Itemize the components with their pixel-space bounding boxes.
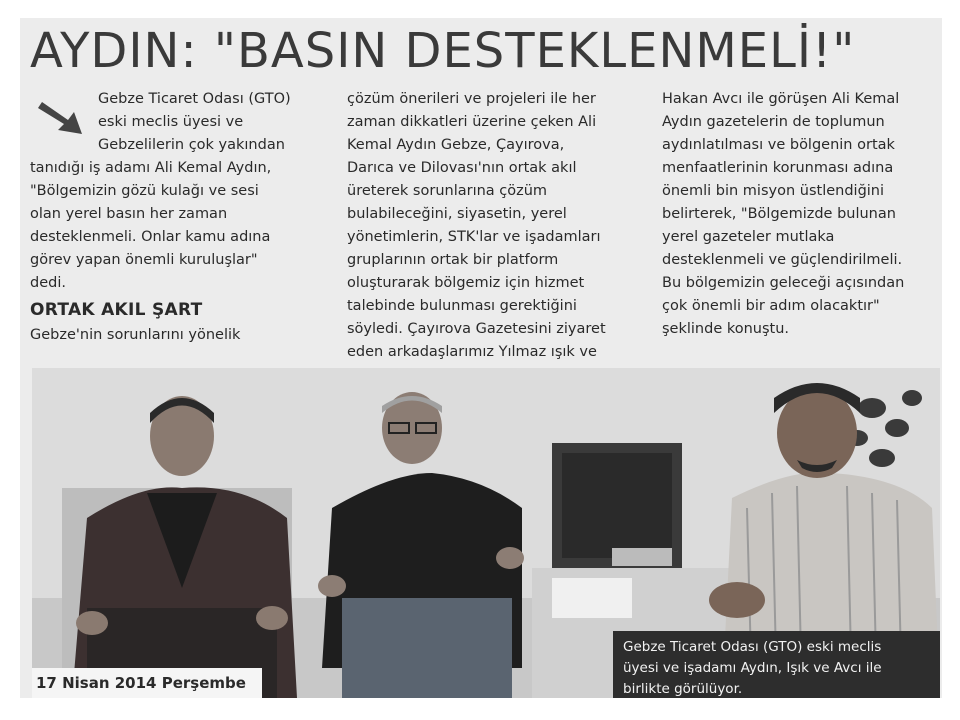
- text-line: bulabileceğini, siyasetin, yerel: [347, 206, 567, 222]
- text-line: oluşturarak bölgemiz için hizmet: [347, 275, 585, 291]
- text-line: şeklinde konuştu.: [662, 321, 790, 337]
- headline: AYDIN: "BASIN DESTEKLENMELİ!": [30, 23, 856, 79]
- text-line: çözüm önerileri ve projeleri ile her: [347, 91, 596, 107]
- text-line: Gebze'nin sorunlarını yönelik: [30, 327, 241, 343]
- caption-line: birlikte görülüyor.: [623, 681, 743, 697]
- column3: [662, 88, 904, 341]
- text-line: desteklenmeli ve güçlendirilmeli.: [662, 252, 903, 268]
- text-line: önemli bin misyon üstlendiğini: [662, 183, 885, 199]
- text-line: "Bölgemizin gözü kulağı ve sesi: [30, 183, 259, 199]
- text-line: çok önemli bir adım olacaktır": [662, 298, 880, 314]
- text-line: üreterek sorunlarına çözüm: [347, 183, 548, 199]
- publication-date: 17 Nisan 2014 Perşembe: [32, 668, 262, 698]
- subheading: ORTAK AKIL ŞART: [30, 300, 203, 320]
- caption-line: Gebze Ticaret Odası (GTO) eski meclis: [623, 639, 882, 655]
- text-line: belirterek, "Bölgemizde bulunan: [662, 206, 896, 222]
- text-line: yönetimlerin, STK'lar ve işadamları: [347, 229, 601, 245]
- column1-intro: [98, 88, 291, 157]
- newspaper-clipping: [20, 18, 942, 698]
- arrow-icon: [38, 96, 88, 138]
- text-line: eski meclis üyesi ve: [98, 114, 244, 130]
- text-line: zaman dikkatleri üzerine çeken Ali: [347, 114, 597, 130]
- text-line: yerel gazeteler mutlaka: [662, 229, 835, 245]
- text-line: Hakan Avcı ile görüşen Ali Kemal: [662, 91, 900, 107]
- news-photo: [32, 368, 940, 698]
- text-line: menfaatlerinin korunması adına: [662, 160, 894, 176]
- text-line: Gebzelilerin çok yakından: [98, 137, 285, 153]
- text-line: eden arkadaşlarımız Yılmaz ışık ve: [347, 344, 597, 360]
- text-line: olan yerel basın her zaman: [30, 206, 228, 222]
- text-line: Darıca ve Dilovası'nın ortak akıl: [347, 160, 577, 176]
- text-line: söyledi. Çayırova Gazetesini ziyaret: [347, 321, 606, 337]
- photo-caption: [613, 631, 940, 698]
- text-line: gruplarının ortak bir platform: [347, 252, 559, 268]
- text-line: görev yapan önemli kuruluşlar": [30, 252, 258, 268]
- text-line: Aydın gazetelerin de toplumun: [662, 114, 885, 130]
- text-line: aydınlatılması ve bölgenin ortak: [662, 137, 895, 153]
- text-line: tanıdığı iş adamı Ali Kemal Aydın,: [30, 160, 272, 176]
- text-line: talebinde bulunması gerektiğini: [347, 298, 577, 314]
- text-line: Gebze Ticaret Odası (GTO): [98, 91, 291, 107]
- column1-body: [30, 157, 271, 295]
- text-line: desteklenmeli. Onlar kamu adına: [30, 229, 271, 245]
- text-line: Bu bölgemizin geleceği açısından: [662, 275, 905, 291]
- caption-line: üyesi ve işadamı Aydın, Işık ve Avcı ile: [623, 660, 882, 676]
- column1-after: [30, 324, 240, 347]
- text-line: Kemal Aydın Gebze, Çayırova,: [347, 137, 565, 153]
- text-line: dedi.: [30, 275, 66, 291]
- column2: [347, 88, 606, 364]
